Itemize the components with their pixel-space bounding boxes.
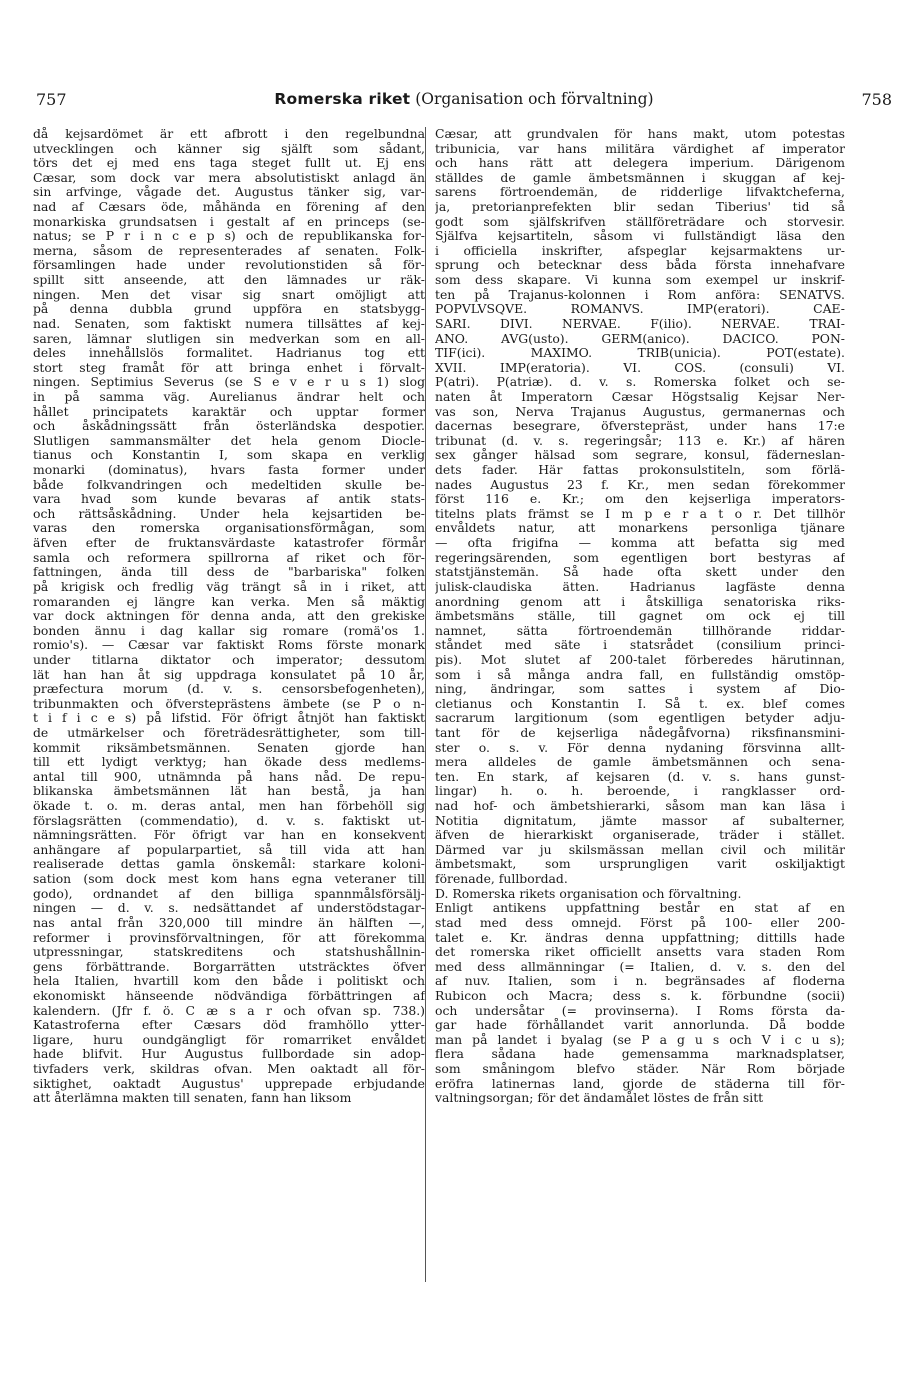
text-line: godt som själfskrifven ställföreträdare och storvesir.	[435, 214, 845, 229]
text-line: kalendern. (Jfr f. ö. C æ s a r och ofvan sp. 738.)	[33, 1003, 425, 1018]
text-line: och åskådningssätt från österländska despotier.	[33, 419, 425, 434]
text-line: ekonomiskt hänseende nödvändiga förbättringen af	[33, 988, 425, 1003]
text-line: tianus och Konstantin I, som skapa en verklig	[33, 448, 425, 463]
page-number-right: 758	[861, 90, 892, 109]
text-line: siktighet, oaktadt Augustus' upprepade erbjudande	[33, 1076, 425, 1091]
text-line: då kejsardömet är ett afbrott i den regelbundna	[33, 127, 425, 141]
text-line: monarkiska grundsatsen i gestalt af en princeps (se-	[33, 214, 425, 229]
text-line: dets fader. Här fattas prokonsulstiteln, som förlä-	[435, 463, 845, 478]
text-line: och rättsåskådning. Under hela kejsartiden be-	[33, 506, 425, 521]
text-line: Enligt antikens uppfattning består en stat af en	[435, 901, 845, 916]
text-line: nades Augustus 23 f. Kr., men sedan förekommer	[435, 477, 845, 492]
text-line: sation (som dock mest kom hans egna veteraner till	[33, 872, 425, 887]
text-line: D. Romerska rikets organisation och förvaltning.	[435, 886, 742, 901]
text-line: ämbetsmäns ställe, till gagnet om ock ej till	[435, 609, 845, 624]
text-line: romaranden ej längre kan verka. Men så mäktig	[33, 594, 425, 609]
text-line: POPVLVSQVE. ROMANVS. IMP(eratori). CAE-	[435, 302, 845, 317]
text-line: nämningsrätten. För öfrigt var han en konsekvent	[33, 828, 425, 843]
text-line: ställdes de gamle ämbetsmännen i skuggan af kej-	[435, 170, 845, 185]
text-line: ning, ändringar, som sattes i system af Dio-	[435, 682, 845, 697]
text-line: hela Italien, hvartill kom den både i politiskt och	[33, 974, 425, 989]
text-line: pis). Mot slutet af 200-talet förberedes härutinnan,	[435, 652, 845, 667]
text-line: saren, lämnar slutligen sin medverkan som en all-	[33, 331, 425, 346]
text-line: realiserade dettas gamla önskemål: starkare koloni-	[33, 857, 425, 872]
text-line: ämbetsmakt, som ursprungligen varit oskiljaktigt	[435, 857, 845, 872]
text-line: först 116 e. Kr.; om den kejserliga imperators-	[435, 492, 845, 507]
text-line: ligare, huru oundgängligt för romarriket envåldet	[33, 1032, 425, 1047]
text-line: ja, pretorianprefekten blir sedan Tiberius' tid så	[435, 200, 845, 215]
text-line: äfven efter de fruktansvärdaste katastrofer förmår	[33, 536, 425, 551]
left-column	[33, 127, 425, 1106]
text-line: stort steg framåt för att bringa enhet i förvalt-	[33, 360, 425, 375]
page-header	[36, 90, 892, 114]
text-line: lingar) h. o. h. beroende, i rangklasser ord-	[435, 784, 845, 799]
text-line: anhängare af popularpartiet, så till vida att han	[33, 842, 425, 857]
text-line: på denna dubbla grund uppföra en statsbygg-	[33, 302, 425, 317]
text-line: som dess skapare. Vi kunna som exempel ur inskrif-	[435, 273, 845, 288]
text-line: sacrarum largitionum (som egentligen betyder adju-	[435, 711, 845, 726]
text-line: man på landet i byalag (se P a g u s och V i c u s);	[435, 1032, 845, 1047]
text-line: både folkvandringen och medeltiden skulle be-	[33, 477, 425, 492]
text-line: sarens förtroendemän, de ridderlige lifvaktcheferna,	[435, 185, 845, 200]
text-line: Rubicon och Macra; dess s. k. förbundne (socii)	[435, 988, 845, 1003]
text-line: tribunicia, var hans militära värdighet af imperator	[435, 141, 845, 156]
text-line: TIF(ici). MAXIMO. TRIB(unicia). POT(estate).	[435, 346, 845, 361]
text-line: ningen. Men det visar sig snart omöjligt att	[33, 287, 425, 302]
text-line: varas den romerska organisationsförmågan, som	[33, 521, 425, 536]
text-line: dacernas besegrare, öfverstepräst, under hans 17:e	[435, 419, 845, 434]
text-line: sin arfvinge, vågade det. Augustus tänker sig, var-	[33, 185, 425, 200]
text-line: kommit riksämbetsmännen. Senaten gjorde han	[33, 740, 425, 755]
text-line: utvecklingen och känner sig själft som sådant,	[33, 141, 425, 156]
text-line: ningen — d. v. s. nedsättandet af understödstagar-	[33, 901, 425, 916]
text-line: spillt sitt anseende, att den lämnades ur räk-	[33, 273, 425, 288]
text-line: envåldets natur, att monarkens personliga tjänare	[435, 521, 845, 536]
text-line: Därmed var ju skilsmässan mellan civil och militär	[435, 842, 845, 857]
text-line: tribunat (d. v. s. regeringsår; 113 e. Kr.) af hären	[435, 433, 845, 448]
running-title-main: Romerska riket	[274, 90, 411, 108]
running-title-sub: (Organisation och förvaltning)	[410, 90, 654, 108]
text-line: de utmärkelser och företrädesrättigheter, som till-	[33, 725, 425, 740]
text-line: äfven de hierarkiskt organiserade, träder i stället.	[435, 828, 845, 843]
column-divider	[425, 127, 426, 1282]
text-line: sex gånger hälsad som segrare, konsul, fäderneslan-	[435, 448, 845, 463]
text-line: vas son, Nerva Trajanus Augustus, germanernas och	[435, 404, 845, 419]
text-line: ANO. AVG(usto). GERM(anico). DACICO. PON-	[435, 331, 845, 346]
right-column	[435, 127, 845, 1106]
text-line: nad hof- och ämbetshierarki, såsom man kan läsa i	[435, 799, 845, 814]
text-line: vara hvad som kunde bevaras af antik stats-	[33, 492, 425, 507]
text-line: cletianus och Konstantin I. Så t. ex. blef comes	[435, 696, 845, 711]
text-line: utpressningar, statskreditens och statshushållnin-	[33, 945, 425, 960]
text-line: i officiella inskrifter, afspeglar kejsarmaktens ur-	[435, 243, 845, 258]
text-line: nas antal från 320,000 till mindre än hälften —,	[33, 915, 425, 930]
text-line: ten på Trajanus-kolonnen i Rom anföra: SENATVS.	[435, 287, 845, 302]
text-line: merna, såsom de representerades af senaten. Folk-	[33, 243, 425, 258]
text-line: talet e. Kr. ändras denna uppfattning; dittills hade	[435, 930, 845, 945]
text-line: af nuv. Italien, som i n. begränsades af floderna	[435, 974, 845, 989]
text-line: och hans rätt att delegera imperium. Därigenom	[435, 156, 845, 171]
text-line: natus; se P r i n c e p s) och de republikanska for-	[33, 229, 425, 244]
text-line: ten. En stark, af kejsaren (d. v. s. hans gunst-	[435, 769, 845, 784]
text-line: Notitia dignitatum, jämte massor af subalterner,	[435, 813, 845, 828]
text-line: deles innehållslös formalitet. Hadrianus tog ett	[33, 346, 425, 361]
text-line: Slutligen sammansmälter det hela genom Diocle-	[33, 433, 425, 448]
text-line: regeringsärenden, som egentligen bort bestyras af	[435, 550, 845, 565]
text-line: namnet, sätta förtroendemän tillhörande riddar-	[435, 623, 845, 638]
text-line: Själfva kejsartiteln, såsom vi fullständigt läsa den	[435, 229, 845, 244]
page-number-left: 757	[36, 90, 67, 109]
text-line: titelns plats främst se I m p e r a t o r. Det tillhör	[435, 506, 845, 521]
text-line: eröfra latinernas land, gjorde de städerna till för-	[435, 1076, 845, 1091]
text-line: förenade, fullbordad.	[435, 872, 568, 887]
text-line: romio's). — Cæsar var faktiskt Roms förste monark	[33, 638, 425, 653]
text-line: valtningsorgan; för det ändamålet löstes de från sitt	[435, 1091, 764, 1106]
text-line: ståndet med säte i statsrådet (consilium princi-	[435, 638, 845, 653]
text-line: med dess allmänningar (= Italien, d. v. s. den del	[435, 959, 845, 974]
text-line: julisk-claudiska ätten. Hadrianus lagfäste denna	[435, 579, 845, 594]
text-line: Katastroferna efter Cæsars död framhöllo ytter-	[33, 1018, 425, 1033]
text-line: som småningom blefvo städer. När Rom började	[435, 1062, 845, 1076]
text-line: gar hade förhållandet varit annorlunda. Då bodde	[435, 1018, 845, 1033]
text-line: naten åt Imperatorn Cæsar Högstsalig Kejsar Ner-	[435, 389, 845, 404]
text-line: att återlämna makten till senaten, fann han liksom	[33, 1091, 352, 1106]
text-line: på krigisk och fredlig väg trängt så in i riket, att	[33, 579, 425, 594]
text-line: som i så många andra fall, en fullständig omstöp-	[435, 667, 845, 682]
text-line: gens förbättrande. Borgarrätten utsträcktes öfver	[33, 959, 425, 974]
text-line: Cæsar, som dock var mera absolutistiskt anlagd än	[33, 170, 425, 185]
text-line: nad af Cæsars öde, måhända en förening af den	[33, 200, 425, 215]
text-line: hållet principatets karaktär och upptar former	[33, 404, 425, 419]
text-line: Cæsar, att grundvalen för hans makt, utom potestas	[435, 127, 845, 141]
text-line: och undersåtar (= provinserna). I Roms första da-	[435, 1003, 845, 1018]
text-line: tant för de kejserliga nådegåfvorna) riksfinansmini-	[435, 725, 845, 740]
text-line: fattningen, ända till dess de "barbariska" folken	[33, 565, 425, 580]
text-line: — ofta frigifna — komma att befatta sig med	[435, 536, 845, 551]
text-line: lät han han åt sig uppdraga konsulatet på 10 år,	[33, 667, 425, 682]
text-line: törs det ej med ens taga steget fullt ut. Ej ens	[33, 156, 425, 171]
text-line: förslagsrätten (commendatio), d. v. s. faktiskt ut-	[33, 813, 425, 828]
text-line: in på samma väg. Aurelianus ändrar helt och	[33, 389, 425, 404]
text-line: SARI. DIVI. NERVAE. F(ilio). NERVAE. TRAI-	[435, 316, 845, 331]
text-line: anordning genom att i åtskilliga senatoriska riks-	[435, 594, 845, 609]
text-line: godo), ordnandet af den billiga spannmålsförsälj-	[33, 886, 425, 901]
text-line: flera sådana hade gemensamma marknadsplatser,	[435, 1047, 845, 1062]
text-line: ster o. s. v. För denna nydaning försvinna allt-	[435, 740, 845, 755]
text-line: det romerska riket officiellt ansetts vara staden Rom	[435, 945, 845, 960]
text-line: församlingen hade under revolutionstiden så för-	[33, 258, 425, 273]
text-line: ningen. Septimius Severus (se S e v e r u s 1) slog	[33, 375, 425, 390]
text-line: P(atri). P(atriæ). d. v. s. Romerska folket och se-	[435, 375, 845, 390]
text-line: sprung och betecknar dess båda första innehafvare	[435, 258, 845, 273]
text-line: tribunmakten och öfversteprästens ämbete (se P o n-	[33, 696, 425, 711]
text-line: nad. Senaten, som faktiskt numera tillsättes af kej-	[33, 316, 425, 331]
text-line: ökade t. o. m. deras antal, men han förbehöll sig	[33, 799, 425, 814]
text-line: antal till 900, utnämnda på hans nåd. De repu-	[33, 769, 425, 784]
text-line: præfectura morum (d. v. s. censorsbefogenheten),	[33, 682, 425, 697]
text-line: till ett lydigt verktyg; han ökade dess medlems-	[33, 755, 425, 770]
text-line: t i f i c e s) på lifstid. För öfrigt åtnjöt han faktiskt	[33, 711, 425, 726]
text-line: blikanska ämbetsmännen lät han bestå, ja han	[33, 784, 425, 799]
text-line: samla och reformera spillrorna af riket och för-	[33, 550, 425, 565]
text-line: mera alldeles de gamle ämbetsmännen och sena-	[435, 755, 845, 770]
text-line: reformer i provinsförvaltningen, för att förekomma	[33, 930, 425, 945]
text-line: XVII. IMP(eratoria). VI. COS. (consuli) VI.	[435, 360, 845, 375]
text-line: var dock aktningen för denna anda, att den grekiske	[33, 609, 425, 624]
text-line: stad med dess omnejd. Först på 100- eller 200-	[435, 915, 845, 930]
running-title	[36, 90, 892, 108]
text-line: statstjänstemän. Så hade ofta skett under den	[435, 565, 845, 580]
text-line: bonden ännu i dag kallar sig romare (romä'os 1.	[33, 623, 425, 638]
text-line: hade blifvit. Hur Augustus fullbordade sin adop-	[33, 1047, 425, 1062]
text-line: monarki (dominatus), hvars fasta former under	[33, 463, 425, 478]
text-line: tivfaders verk, skildras ofvan. Men oaktadt all för-	[33, 1062, 425, 1076]
text-line: under titlarna diktator och imperator; dessutom	[33, 652, 425, 667]
